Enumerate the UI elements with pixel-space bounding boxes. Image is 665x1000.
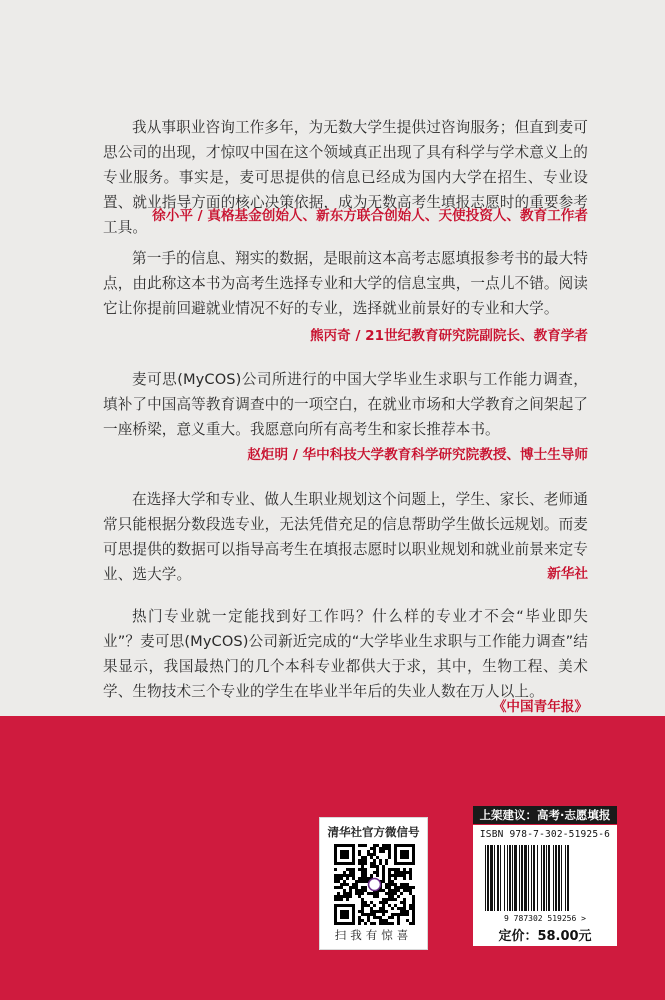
quote-text-4: 在选择大学和专业、做人生职业规划这个问题上，学生、家长、老师通常只能根据分数段选专业，无法凭借充足的信息帮助学生做长远规划。而麦可思提供的数据可以指导高考生在填报志愿时以职业规划和就业前景来定专业、选大学。 [103, 491, 588, 583]
quote-text-1: 我从事职业咨询工作多年，为无数大学生提供过咨询服务；但直到麦可思公司的出现，才惊叹中国在这个领域真正出现了具有科学与学术意义上的专业服务。事实是，麦可思提供的信息已经成为国内大学在招生、专业设置、就业指导方面的核心决策依据，成为无数高考生填报志愿时的重要参考工具。 [103, 119, 588, 236]
quote-attribution-5: 《中国青年报》 [492, 699, 588, 715]
quote-text-3: 麦可思(MyCOS)公司所进行的中国大学毕业生求职与工作能力调查，填补了中国高等教育调查中的一项空白，在就业市场和大学教育之间架起了一座桥梁，意义重大。我愿意向所有高考生和家长推荐本书。 [103, 371, 588, 438]
quote-attribution-1: 徐小平 / 真格基金创始人、新东方联合创始人、天使投资人、教育工作者 [152, 208, 588, 224]
quote-attribution-2: 熊丙奇 / 21世纪教育研究院副院长、教育学者 [309, 328, 588, 344]
isbn-text: ISBN 978-7-302-51925-6 [479, 829, 611, 840]
qr-code-icon[interactable] [334, 844, 415, 925]
barcode-digits: 9 787302 519256 > [504, 914, 586, 923]
quote-attribution-4: 新华社 [547, 566, 588, 582]
quote-text-5: 热门专业就一定能找到好工作吗？什么样的专业才不会“毕业即失业”？麦可思(MyCOS)公司新近完成的“大学毕业生求职与工作能力调查”结果显示，我国最热门的几个本科专业都供大于求，其中，生物工程、美术学、生物技术三个专业的学生在毕业半年后的失业人数在万人以上。 [103, 608, 588, 700]
isbn-barcode-block [473, 825, 617, 946]
shelf-suggestion: 上架建议：高考·志愿填报 [473, 806, 617, 824]
qr-caption: 扫我有惊喜 [334, 928, 413, 942]
quote-text-2: 第一手的信息、翔实的数据，是眼前这本高考志愿填报参考书的最大特点，由此称这本书为高考生选择专业和大学的信息宝典，一点儿不错。阅读它让你提前回避就业情况不好的专业，选择就业前景好的专业和大学。 [103, 250, 588, 317]
wechat-qr-block [319, 817, 428, 950]
barcode-icon [481, 845, 609, 923]
quote-attribution-3: 赵炬明 / 华中科技大学教育科学研究院教授、博士生导师 [247, 447, 588, 463]
qr-title: 清华社官方微信号 [327, 825, 420, 839]
price: 定价：58.00元 [498, 929, 592, 944]
